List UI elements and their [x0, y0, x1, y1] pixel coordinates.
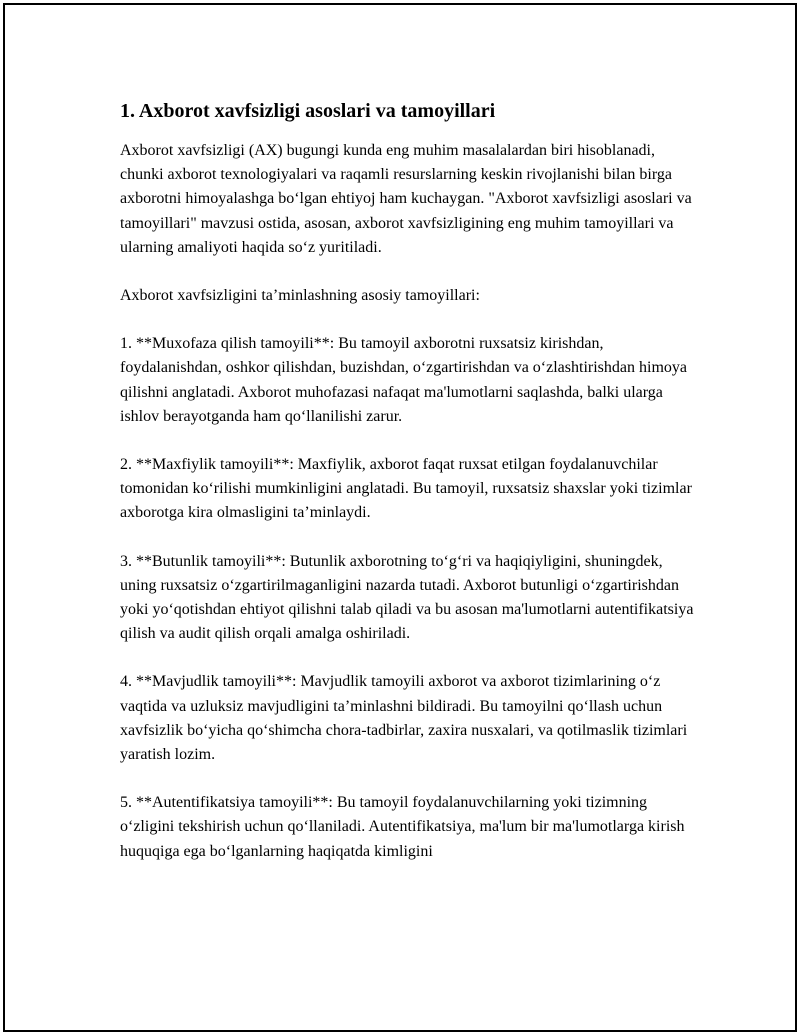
principle-availability-paragraph: 4. **Mavjudlik tamoyili**: Mavjudlik tamoyili axborot va axborot tizimlarining o‘z vaqtida va uzluksiz mavjudligini ta’minlashni bildiradi. Bu tamoyilni qo‘llash uchun xavfsizlik bo‘yicha qo‘shimcha chora-tadbirlar, zaxira nusxalari, va qotilmaslik tizimlari yaratish lozim. [120, 673, 688, 764]
principle-protection-paragraph: 1. **Muxofaza qilish tamoyili**: Bu tamoyil axborotni ruxsatsiz kirishdan, foydalanishdan, oshkor qilishdan, buzishdan, o‘zgartirishdan va o‘zlashtirishdan himoya qilishni anglatadi. Axborot muhofazasi nafaqat ma'lumotlarni saqlashda, balki ularga ishlov berayotganda ham qo‘llanilishi zarur. [120, 335, 687, 425]
document-content [120, 97, 695, 888]
document-page [3, 3, 797, 1032]
principles-heading-paragraph: Axborot xavfsizligini ta’minlashning asosiy tamoyillari: [120, 287, 480, 305]
document-title: 1. Axborot xavfsizligi asoslari va tamoyillari [120, 100, 496, 122]
principle-authentication-paragraph: 5. **Autentifikatsiya tamoyili**: Bu tamoyil foydalanuvchilarning yoki tizimning o‘zligini tekshirish uchun qo‘llaniladi. Autentifikatsiya, ma'lum bir ma'lumotlarga kirish huquqiga ega bo‘lganlarning haqiqatda kimligini [120, 794, 685, 860]
intro-paragraph: Axborot xavfsizligi (AX) bugungi kunda eng muhim masalalardan biri hisoblanadi, chunki axborot texnologiyalari va raqamli resurslarning keskin rivojlanishi bilan birga axborotni himoyalashga bo‘lgan ehtiyoj ham kuchaygan. "Axborot xavfsizligi asoslari va tamoyillari" mavzusi ostida, asosan, axborot xavfsizligining eng muhim tamoyillari va ularning amaliyoti haqida so‘z yuritiladi. [120, 142, 692, 256]
principle-confidentiality-paragraph: 2. **Maxfiylik tamoyili**: Maxfiylik, axborot faqat ruxsat etilgan foydalanuvchilar tomonidan ko‘rilishi mumkinligini anglatadi. Bu tamoyil, ruxsatsiz shaxslar yoki tizimlar axborotga kira olmasligini ta’minlaydi. [120, 456, 692, 522]
principle-integrity-paragraph: 3. **Butunlik tamoyili**: Butunlik axborotning to‘g‘ri va haqiqiyligini, shuningdek, uning ruxsatsiz o‘zgartirilmaganligini nazarda tutadi. Axborot butunligi o‘zgartirishdan yoki yo‘qotishdan ehtiyot qilishni talab qiladi va bu asosan ma'lumotlarni autentifikatsiya qilish va audit qilish orqali amalga oshiriladi. [120, 552, 694, 643]
